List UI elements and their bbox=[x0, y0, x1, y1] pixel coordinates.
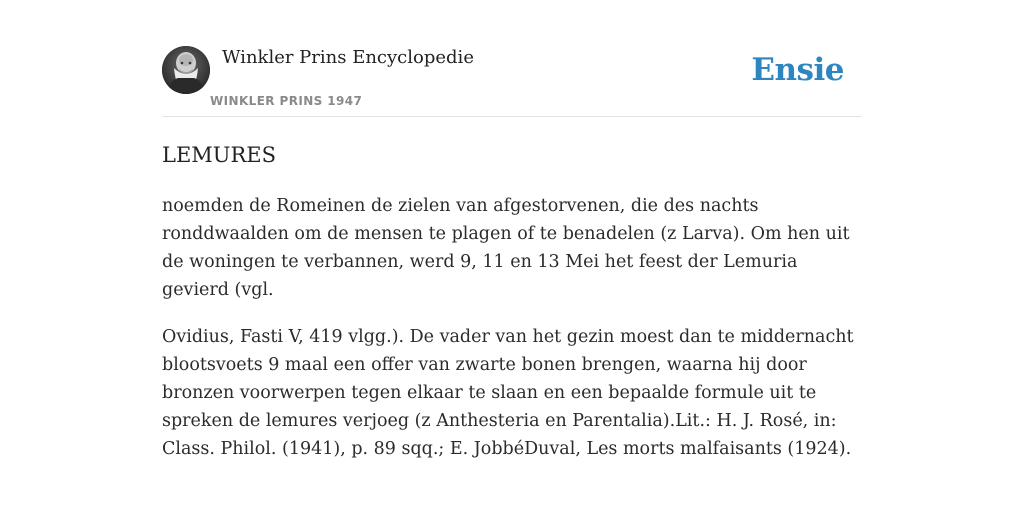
source-title[interactable]: Winkler Prins Encyclopedie bbox=[222, 47, 474, 68]
avatar[interactable] bbox=[162, 46, 210, 94]
source-header bbox=[162, 46, 862, 117]
entry-paragraph: Ovidius, Fasti V, 419 vlgg.). De vader van het gezin moest dan te middernacht blootsvoets 9 maal een offer van zwarte bonen brengen, waarna hij door bronzen voorwerpen tegen elkaar te slaan en een bepaalde formule uit te spreken de lemures verjoeg (z Anthesteria en Parentalia).Lit.: H. J. Rosé, in: Class. Philol. (1941), p. 89 sqq.; E. JobbéDuval, Les morts malfaisants (1924). bbox=[162, 327, 854, 459]
ensie-logo-link[interactable]: Ensie bbox=[751, 52, 844, 88]
entry-title: LEMURES bbox=[162, 143, 277, 167]
entry-paragraph: noemden de Romeinen de zielen van afgestorvenen, die des nachts ronddwaalden om de mensen te plagen of te benadelen (z Larva). Om hen uit de woningen te verbannen, werd 9, 11 en 13 Mei het feest der Lemuria gevierd (vgl. bbox=[162, 196, 850, 300]
source-subtitle[interactable]: WINKLER PRINS 1947 bbox=[210, 94, 363, 108]
entry-body bbox=[162, 192, 862, 482]
bearded-man-portrait-icon bbox=[162, 46, 210, 94]
